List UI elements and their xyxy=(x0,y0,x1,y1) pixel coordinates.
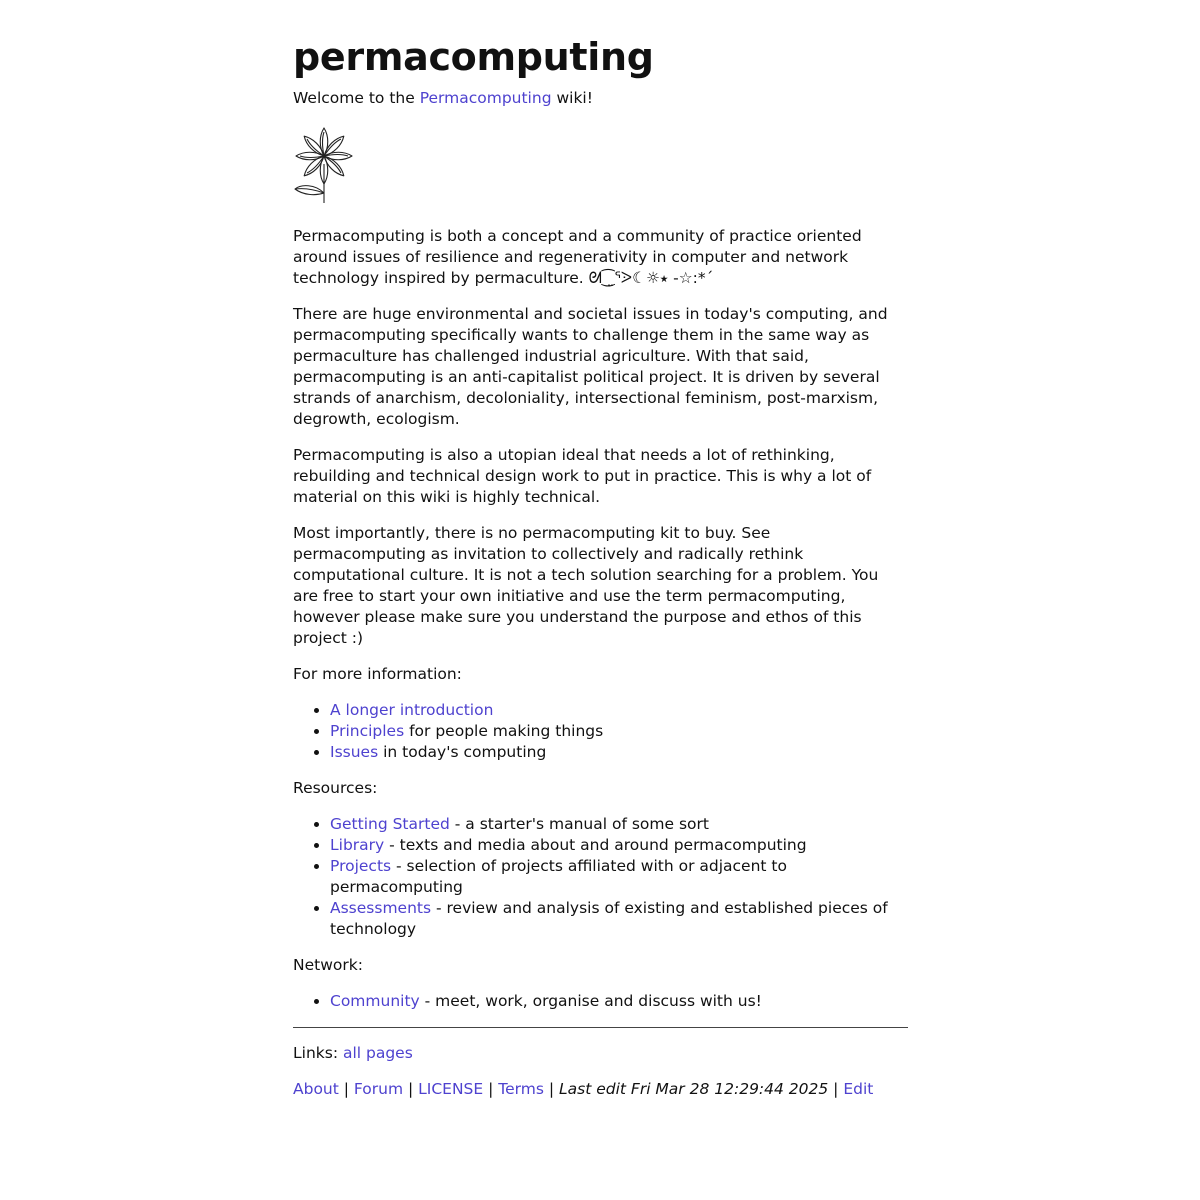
permacomputing-link[interactable]: Permacomputing xyxy=(419,89,552,107)
last-edit-timestamp: Last edit Fri Mar 28 12:29:44 2025 xyxy=(559,1080,829,1098)
links-line xyxy=(293,1043,908,1064)
about-link[interactable]: About xyxy=(293,1080,339,1098)
list-item-text: - meet, work, organise and discuss with us! xyxy=(419,992,762,1010)
list-item-text: for people making things xyxy=(404,722,604,740)
footer-nav xyxy=(293,1079,908,1100)
page-content xyxy=(293,34,908,1115)
welcome-suffix: wiki! xyxy=(551,89,593,107)
network-heading: Network: xyxy=(293,956,363,974)
separator: | xyxy=(338,1080,354,1098)
projects-link[interactable]: Projects xyxy=(330,857,392,875)
list-item-text: - review and analysis of existing and established pieces of technology xyxy=(330,899,888,938)
list-item xyxy=(330,721,908,742)
list-item-text: - a starter's manual of some sort xyxy=(449,815,709,833)
license-link[interactable]: LICENSE xyxy=(418,1080,484,1098)
intro-paragraph-2: There are huge environmental and societal issues in today's computing, and permacomputing specifically wants to challenge them in the same way as permaculture has challenged industrial agriculture. With that said, permacomputing is an anti-capitalist political project. It is driven by several strands of anarchism, decoloniality, intersectional feminism, post-marxism, degrowth, ecologism. xyxy=(293,305,888,428)
page-title: permacomputing xyxy=(293,35,654,79)
welcome-prefix: Welcome to the xyxy=(293,89,420,107)
separator: | xyxy=(403,1080,419,1098)
resources-heading: Resources: xyxy=(293,779,378,797)
assessments-link[interactable]: Assessments xyxy=(330,899,432,917)
welcome-line xyxy=(293,88,908,109)
list-item xyxy=(330,898,908,940)
flower-logo-icon xyxy=(293,126,355,204)
more-info-list xyxy=(293,700,908,763)
separator: | xyxy=(543,1080,560,1098)
links-label: Links: xyxy=(293,1044,343,1062)
separator: | xyxy=(483,1080,499,1098)
list-item-text: - selection of projects affiliated with or adjacent to permacomputing xyxy=(330,857,787,896)
edit-link[interactable]: Edit xyxy=(843,1080,874,1098)
list-item xyxy=(330,856,908,898)
longer-introduction-link[interactable]: A longer introduction xyxy=(330,701,494,719)
resources-list xyxy=(293,814,908,940)
issues-link[interactable]: Issues xyxy=(330,743,379,761)
intro-paragraph-1: Permacomputing is both a concept and a community of practice oriented around issues of resilience and regenerativity in computer and network technology inspired by permaculture. ᘛ⁐̤ᕐᐷ☾☼⭑ -☆:*´ xyxy=(293,227,862,287)
intro-paragraph-4: Most importantly, there is no permacomputing kit to buy. See permacomputing as invitation to collectively and radically rethink computational culture. It is not a tech solution searching for a problem. You are free to start your own initiative and use the term permacomputing, however please make sure you understand the purpose and ethos of this project :) xyxy=(293,524,879,647)
footer-divider xyxy=(293,1027,908,1028)
list-item xyxy=(330,700,908,721)
intro-paragraph-3: Permacomputing is also a utopian ideal that needs a lot of rethinking, rebuilding and technical design work to put in practice. This is why a lot of material on this wiki is highly technical. xyxy=(293,446,872,506)
forum-link[interactable]: Forum xyxy=(353,1080,404,1098)
list-item xyxy=(330,991,908,1012)
list-item xyxy=(330,742,908,763)
library-link[interactable]: Library xyxy=(330,836,385,854)
more-info-heading: For more information: xyxy=(293,665,462,683)
getting-started-link[interactable]: Getting Started xyxy=(330,815,450,833)
list-item xyxy=(330,814,908,835)
list-item-text: - texts and media about and around permacomputing xyxy=(384,836,807,854)
list-item xyxy=(330,835,908,856)
principles-link[interactable]: Principles xyxy=(330,722,405,740)
all-pages-link[interactable]: all pages xyxy=(342,1044,413,1062)
network-list xyxy=(293,991,908,1012)
separator: | xyxy=(828,1080,844,1098)
list-item-text: in today's computing xyxy=(378,743,547,761)
terms-link[interactable]: Terms xyxy=(498,1080,544,1098)
community-link[interactable]: Community xyxy=(330,992,420,1010)
